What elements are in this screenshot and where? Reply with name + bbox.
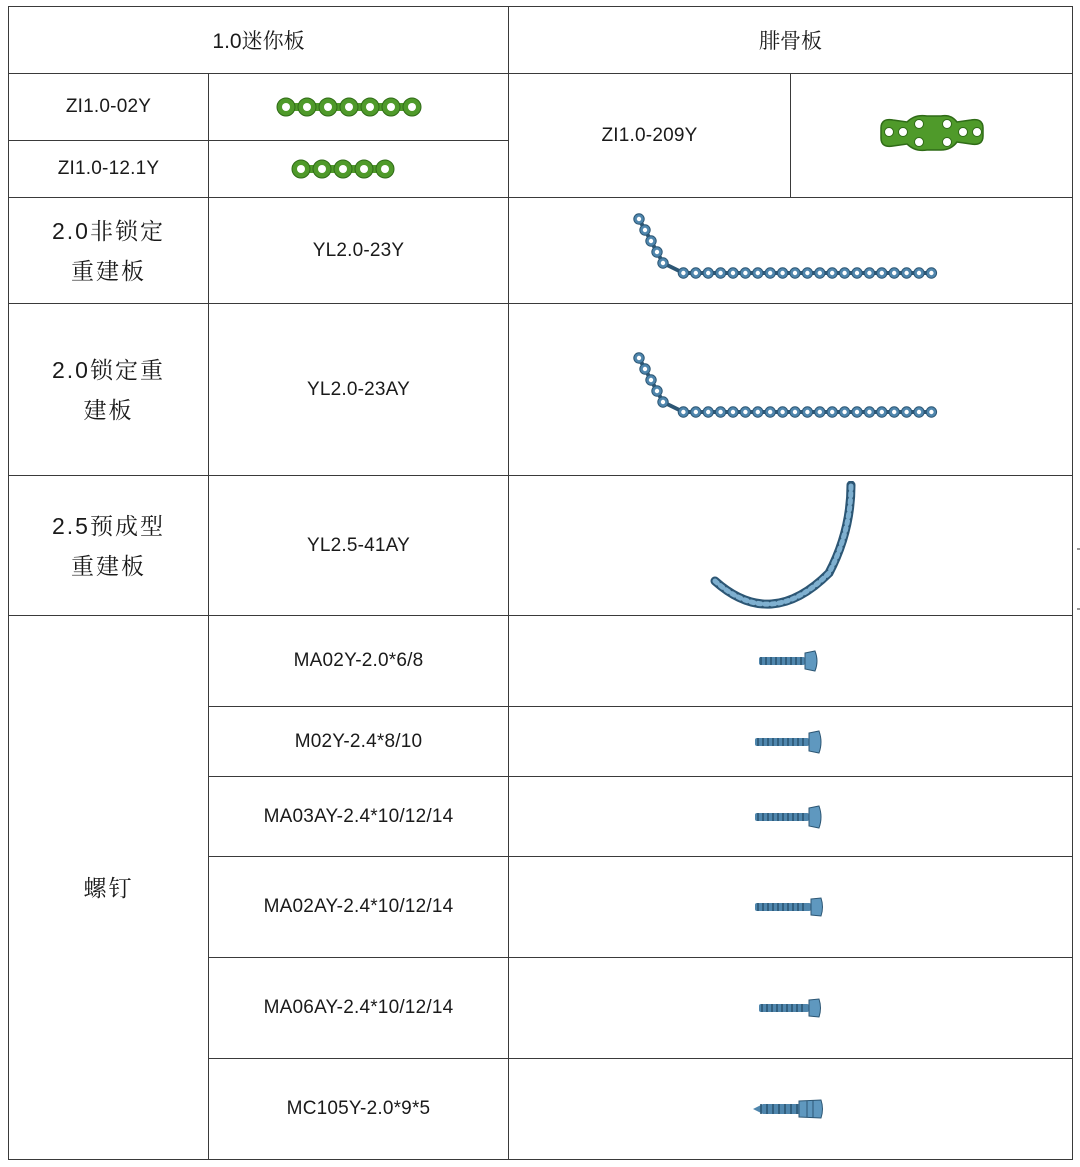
product-code-cell: ZI1.0-209Y [509,74,791,198]
category-label: 2.0锁定重 建板 [9,304,209,476]
product-image-cell [209,141,509,198]
header-mini-plate: 1.0迷你板 [9,7,509,74]
product-image-cell [509,616,1073,707]
product-code-cell: MC105Y-2.0*9*5 [209,1059,509,1160]
product-image-cell [509,304,1073,476]
product-image-cell [509,777,1073,857]
mini-plate-5-hole-image [289,154,429,184]
product-image-cell [509,707,1073,777]
product-code-cell: MA06AY-2.4*10/12/14 [209,958,509,1059]
product-code-cell: M02Y-2.4*8/10 [209,707,509,777]
screw-image [749,892,833,922]
table-row [9,304,1073,476]
recon-plate-nonlocking-image [631,211,951,291]
category-label: 螺钉 [9,616,209,1160]
product-code-cell: ZI1.0-02Y [9,74,209,141]
screw-image [749,1094,833,1124]
product-code-cell: MA03AY-2.4*10/12/14 [209,777,509,857]
product-code-cell: YL2.5-41AY [209,476,509,616]
screw-image [753,993,829,1023]
table-row [9,616,1073,707]
product-image-cell [791,74,1073,198]
table-row [9,74,1073,141]
preformed-recon-plate-image [701,481,881,611]
product-code-cell: MA02AY-2.4*10/12/14 [209,857,509,958]
product-image-cell [509,198,1073,304]
product-image-cell [509,958,1073,1059]
mini-plate-7-hole-image [274,92,444,122]
product-table [8,6,1073,1160]
product-code-cell: ZI1.0-12.1Y [9,141,209,198]
table-row [9,198,1073,304]
product-code-cell: MA02Y-2.0*6/8 [209,616,509,707]
product-image-cell [209,74,509,141]
product-image-cell [509,857,1073,958]
recon-plate-locking-image [631,350,951,430]
category-label: 2.5预成型 重建板 [9,476,209,616]
product-code-cell: YL2.0-23AY [209,304,509,476]
category-label: 2.0非锁定 重建板 [9,198,209,304]
screw-image [749,727,833,757]
product-image-cell [509,1059,1073,1160]
screw-image [749,802,833,832]
screw-image [751,646,831,676]
table-row [9,476,1073,616]
product-image-cell [509,476,1073,616]
fibula-plate-image [867,106,997,166]
product-code-cell: YL2.0-23Y [209,198,509,304]
header-fibula-plate: 腓骨板 [509,7,1073,74]
header-row [9,7,1073,74]
